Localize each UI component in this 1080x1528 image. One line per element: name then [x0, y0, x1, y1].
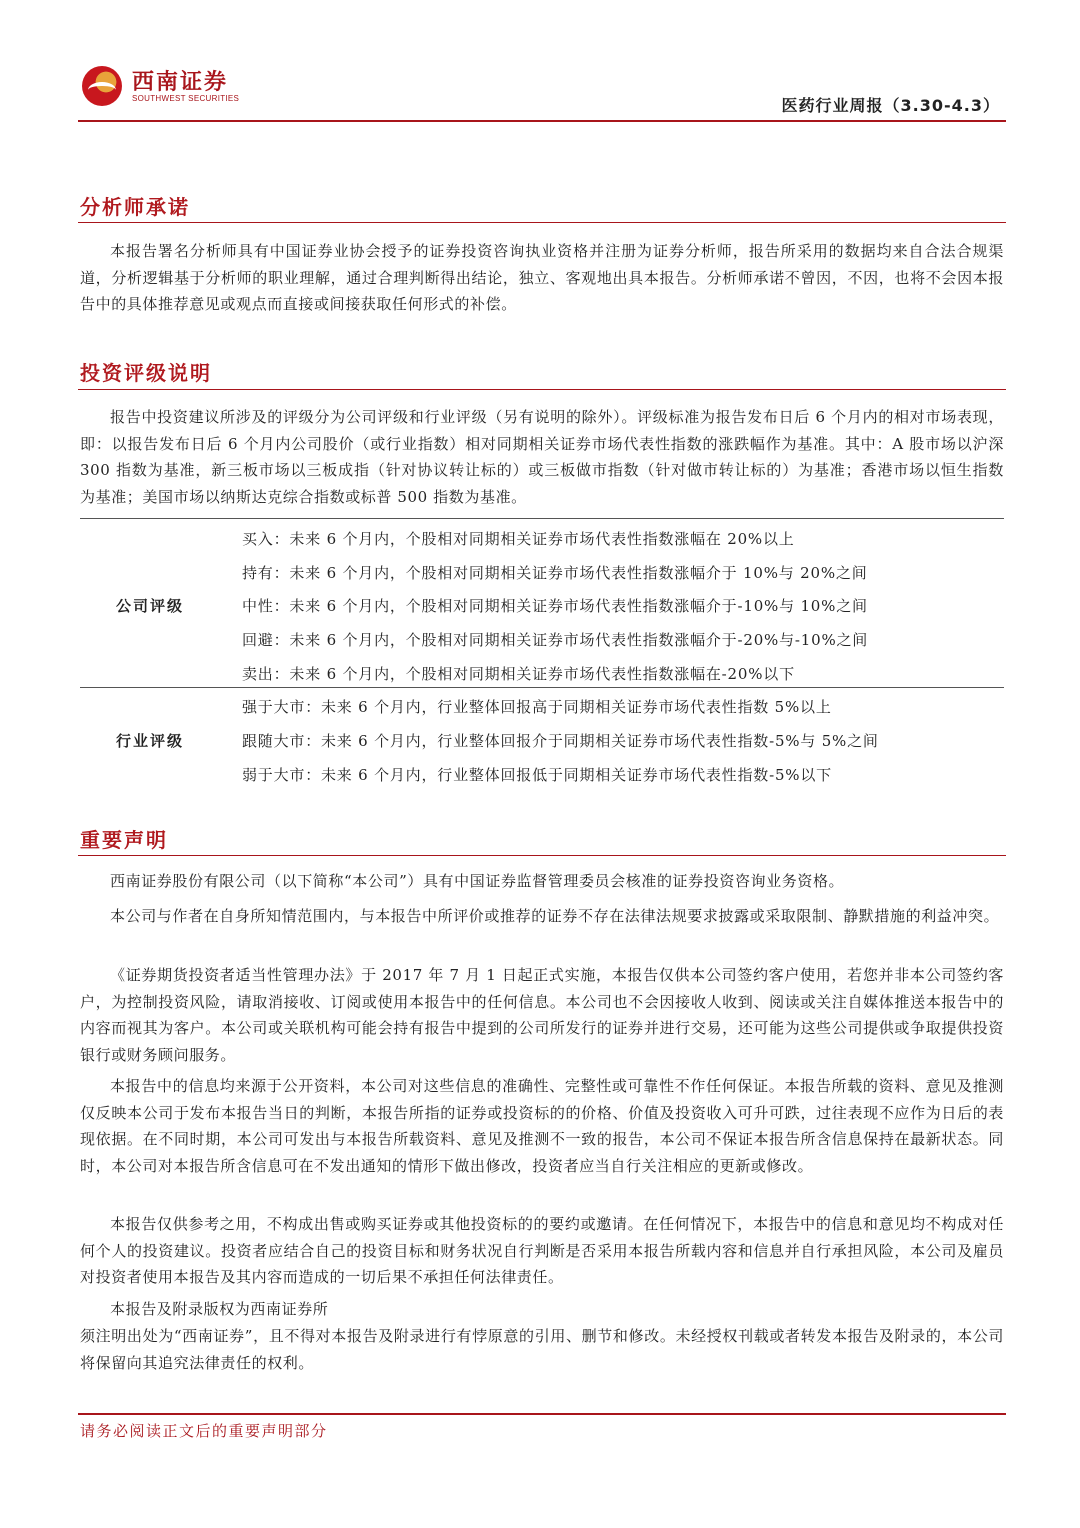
industry-rating-underperform: 弱于大市：未来 6 个月内，行业整体回报低于同期相关证券市场代表性指数-5%以下 — [242, 766, 832, 784]
section-title-disclaimer: 重要声明 — [80, 828, 168, 852]
disclaimer-paragraph: 本报告及附录版权为西南证券所 — [110, 1300, 329, 1318]
disclaimer-paragraph: 须注明出处为“西南证券”，且不得对本报告及附录进行有悖原意的引用、删节和修改。未经授权刊载或者转发本报告及附录的，本公司将保留向其追究法律责任的权利。 — [80, 1327, 1004, 1372]
logo-mark-icon — [82, 66, 122, 106]
section-divider-analyst — [78, 222, 1006, 223]
section-title-rating: 投资评级说明 — [80, 361, 212, 385]
company-rating-sell: 卖出：未来 6 个月内，个股相对同期相关证券市场代表性指数涨幅在-20%以下 — [242, 665, 795, 683]
industry-rating-outperform: 强于大市：未来 6 个月内，行业整体回报高于同期相关证券市场代表性指数 5%以上 — [242, 698, 832, 716]
analyst-commitment-text: 本报告署名分析师具有中国证券业协会授予的证券投资咨询执业资格并注册为证券分析师，报告所采用的数据均来自合法合规渠道，分析逻辑基于分析师的职业理解，通过合理判断得出结论，独立、客观地出具本报告。分析师承诺不曾因，不因，也将不会因本报告中的具体推荐意见或观点而直接或间接获取任何形式的补偿。 — [80, 242, 1004, 313]
company-rating-neutral: 中性：未来 6 个月内，个股相对同期相关证券市场代表性指数涨幅介于-10%与 10%之间 — [242, 597, 868, 615]
section-divider-disclaimer — [78, 855, 1006, 856]
section-divider-rating — [78, 389, 1006, 390]
report-title: 医药行业周报（3.30-4.3） — [781, 96, 1000, 115]
company-rating-label: 公司评级 — [116, 597, 185, 615]
disclaimer-paragraph: 本公司与作者在自身所知情范围内，与本报告中所评价或推荐的证券不存在法律法规要求披露或采取限制、静默措施的利益冲突。 — [110, 907, 1000, 925]
company-rating-hold: 持有：未来 6 个月内，个股相对同期相关证券市场代表性指数涨幅介于 10%与 20%之间 — [242, 564, 868, 582]
section-title-analyst: 分析师承诺 — [80, 195, 190, 219]
industry-rating-label: 行业评级 — [116, 732, 185, 750]
footer-notice: 请务必阅读正文后的重要声明部分 — [80, 1422, 328, 1440]
company-rating-avoid: 回避：未来 6 个月内，个股相对同期相关证券市场代表性指数涨幅介于-20%与-10%之间 — [242, 631, 869, 649]
company-rating-buy: 买入：未来 6 个月内，个股相对同期相关证券市场代表性指数涨幅在 20%以上 — [242, 530, 795, 548]
header-divider — [78, 120, 1006, 122]
disclaimer-paragraph: 本报告中的信息均来源于公开资料，本公司对这些信息的准确性、完整性或可靠性不作任何保证。本报告所载的资料、意见及推测仅反映本公司于发布本报告当日的判断，本报告所指的证券或投资标的的价格、价值及投资收入可升可跌，过往表现不应作为日后的表现依据。在不同时期，本公司可发出与本报告所载资料、意见及推测不一致的报告，本公司不保证本报告所含信息保持在最新状态。同时，本公司对本报告所含信息可在不发出通知的情形下做出修改，投资者应当自行关注相应的更新或修改。 — [80, 1077, 1004, 1175]
footer-divider — [78, 1413, 1006, 1415]
company-logo — [82, 66, 239, 106]
disclaimer-paragraph: 《证券期货投资者适当性管理办法》于 2017 年 7 月 1 日起正式实施，本报告仅供本公司签约客户使用，若您并非本公司签约客户，为控制投资风险，请取消接收、订阅或使用本报告中的任何信息。本公司也不会因接收人收到、阅读或关注自媒体推送本报告中的内容而视其为客户。本公司或关联机构可能会持有报告中提到的公司所发行的证券并进行交易，还可能为这些公司提供或争取提供投资银行或财务顾问服务。 — [80, 966, 1004, 1064]
disclaimer-paragraph: 西南证券股份有限公司（以下简称“本公司”）具有中国证券监督管理委员会核准的证券投资咨询业务资格。 — [110, 872, 845, 890]
table-top-rule — [80, 518, 1004, 519]
industry-rating-inline: 跟随大市：未来 6 个月内，行业整体回报介于同期相关证券市场代表性指数-5%与 5%之间 — [242, 732, 879, 750]
disclaimer-paragraph: 本报告仅供参考之用，不构成出售或购买证券或其他投资标的的要约或邀请。在任何情况下，本报告中的信息和意见均不构成对任何个人的投资建议。投资者应结合自己的投资目标和财务状况自行判断是否采用本报告所载内容和信息并自行承担风险，本公司及雇员对投资者使用本报告及其内容而造成的一切后果不承担任何法律责任。 — [80, 1215, 1004, 1286]
logo-cn-text: 西南证券 — [132, 68, 229, 95]
table-middle-rule — [80, 687, 1004, 688]
logo-wordmark — [132, 70, 239, 103]
logo-en-text: SOUTHWEST SECURITIES — [132, 93, 240, 103]
rating-description-text: 报告中投资建议所涉及的评级分为公司评级和行业评级（另有说明的除外）。评级标准为报告发布日后 6 个月内的相对市场表现，即：以报告发布日后 6 个月内公司股价（或行业指数）相对同期相关证券市场代表性指数的涨跌幅作为基准。其中：A 股市场以沪深 300 指数为基准，新三板市场以三板成指（针对协议转让标的）或三板做市指数（针对做市转让标的）为基准；香港市场以恒生指数为基准；美国市场以纳斯达克综合指数或标普 500 指数为基准。 — [80, 408, 1004, 506]
